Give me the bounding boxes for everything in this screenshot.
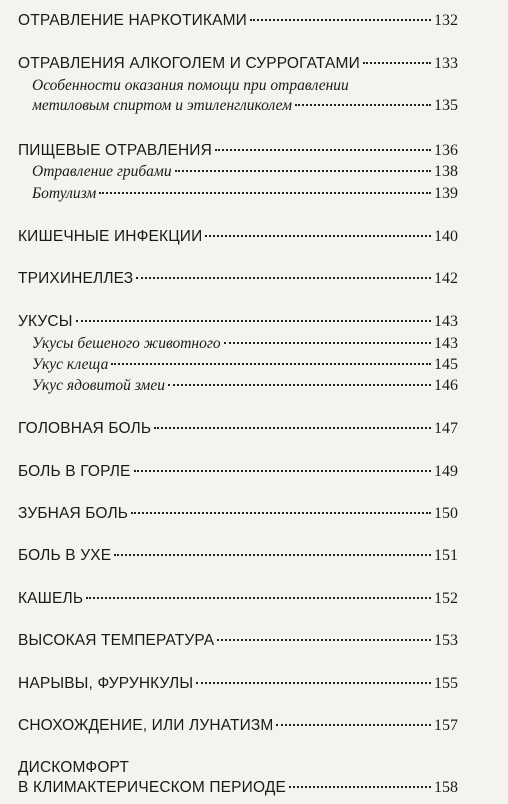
entry-title: Укус ядовитой змеи xyxy=(32,377,165,394)
entry-page: 157 xyxy=(434,717,458,734)
toc-entry-intestinal-infections xyxy=(18,227,458,247)
entry-page: 140 xyxy=(434,228,458,245)
toc-entry-mushrooms xyxy=(18,162,458,182)
toc-entry-food-poisoning xyxy=(18,141,458,161)
toc-entry-tick-bite xyxy=(18,355,458,375)
entry-page: 152 xyxy=(434,590,458,607)
dot-leader xyxy=(217,639,431,641)
entry-page: 143 xyxy=(434,313,458,330)
entry-page: 132 xyxy=(434,12,458,29)
toc-entry-bites xyxy=(18,312,458,332)
toc-entry-sore-throat xyxy=(18,462,458,482)
toc-entry-sleepwalking xyxy=(18,716,458,736)
dot-leader xyxy=(134,470,431,472)
entry-page: 158 xyxy=(434,779,458,796)
toc-entry-high-temperature xyxy=(18,631,458,651)
entry-title: Ботулизм xyxy=(32,185,97,202)
entry-page: 145 xyxy=(434,356,458,373)
entry-title: ГОЛОВНАЯ БОЛЬ xyxy=(18,420,152,437)
entry-title: Укус клеща xyxy=(32,356,109,373)
dot-leader xyxy=(363,62,431,64)
dot-leader xyxy=(276,724,431,726)
toc-entry-boils xyxy=(18,674,458,694)
entry-title: Укусы бешеного животного xyxy=(32,335,221,352)
toc-entry-earache xyxy=(18,546,458,566)
toc-entry-trichinosis xyxy=(18,269,458,289)
dot-leader xyxy=(168,384,431,386)
dot-leader xyxy=(111,363,431,365)
dot-leader xyxy=(215,149,431,151)
dot-leader xyxy=(99,192,431,194)
entry-title: ОТРАВЛЕНИЯ АЛКОГОЛЕМ И СУРРОГАТАМИ xyxy=(18,55,360,72)
dot-leader xyxy=(289,786,431,788)
dot-leader xyxy=(175,170,431,172)
entry-title: СНОХОЖДЕНИЕ, ИЛИ ЛУНАТИЗМ xyxy=(18,717,274,734)
toc-entry-alcohol-poisoning xyxy=(18,54,458,74)
toc-entry-cough xyxy=(18,589,458,609)
entry-title: УКУСЫ xyxy=(18,313,73,330)
entry-title: метиловым спиртом и этиленгликолем xyxy=(32,97,293,114)
dot-leader xyxy=(131,512,431,514)
entry-page: 138 xyxy=(434,163,458,180)
entry-title: ПИЩЕВЫЕ ОТРАВЛЕНИЯ xyxy=(18,142,212,159)
toc-entry-headache xyxy=(18,419,458,439)
entry-title: БОЛЬ В УХЕ xyxy=(18,547,112,564)
entry-page: 136 xyxy=(434,142,458,159)
entry-title: КАШЕЛЬ xyxy=(18,590,84,607)
dot-leader xyxy=(205,235,431,237)
entry-page: 143 xyxy=(434,335,458,352)
entry-page: 133 xyxy=(434,55,458,72)
entry-page: 151 xyxy=(434,547,458,564)
entry-title: В КЛИМАКТЕРИЧЕСКОМ ПЕРИОДЕ xyxy=(18,779,286,796)
entry-page: 142 xyxy=(434,270,458,287)
entry-title-line1: ДИСКОМФОРТ xyxy=(18,759,129,776)
entry-title: КИШЕЧНЫЕ ИНФЕКЦИИ xyxy=(18,228,203,245)
toc-entry-menopause-discomfort xyxy=(18,758,458,798)
entry-page: 146 xyxy=(434,377,458,394)
toc-entry-botulism xyxy=(18,184,458,204)
entry-title: ВЫСОКАЯ ТЕМПЕРАТУРА xyxy=(18,632,215,649)
dot-leader xyxy=(295,104,431,106)
toc-entry-toothache xyxy=(18,504,458,524)
entry-page: 153 xyxy=(434,632,458,649)
toc-entry-methanol xyxy=(18,76,458,116)
entry-title: БОЛЬ В ГОРЛЕ xyxy=(18,463,131,480)
entry-page: 135 xyxy=(434,97,458,114)
toc-entry-drug-poisoning xyxy=(18,11,458,31)
entry-page: 139 xyxy=(434,185,458,202)
entry-title: НАРЫВЫ, ФУРУНКУЛЫ xyxy=(18,675,194,692)
entry-page: 149 xyxy=(434,463,458,480)
dot-leader xyxy=(86,597,431,599)
dot-leader xyxy=(250,19,431,21)
entry-title-line1: Особенности оказания помощи при отравлении xyxy=(32,77,349,94)
dot-leader xyxy=(196,682,431,684)
entry-page: 155 xyxy=(434,675,458,692)
dot-leader xyxy=(76,320,431,322)
entry-title: ЗУБНАЯ БОЛЬ xyxy=(18,505,129,522)
toc-entry-snake-bite xyxy=(18,376,458,396)
dot-leader xyxy=(136,277,431,279)
entry-title: ОТРАВЛЕНИЕ НАРКОТИКАМИ xyxy=(18,12,247,29)
entry-title: Отравление грибами xyxy=(32,163,172,180)
dot-leader xyxy=(154,427,431,429)
entry-page: 150 xyxy=(434,505,458,522)
dot-leader xyxy=(114,554,431,556)
entry-page: 147 xyxy=(434,420,458,437)
dot-leader xyxy=(224,342,431,344)
toc-entry-rabid-animal xyxy=(18,334,458,354)
entry-title: ТРИХИНЕЛЛЕЗ xyxy=(18,270,134,287)
